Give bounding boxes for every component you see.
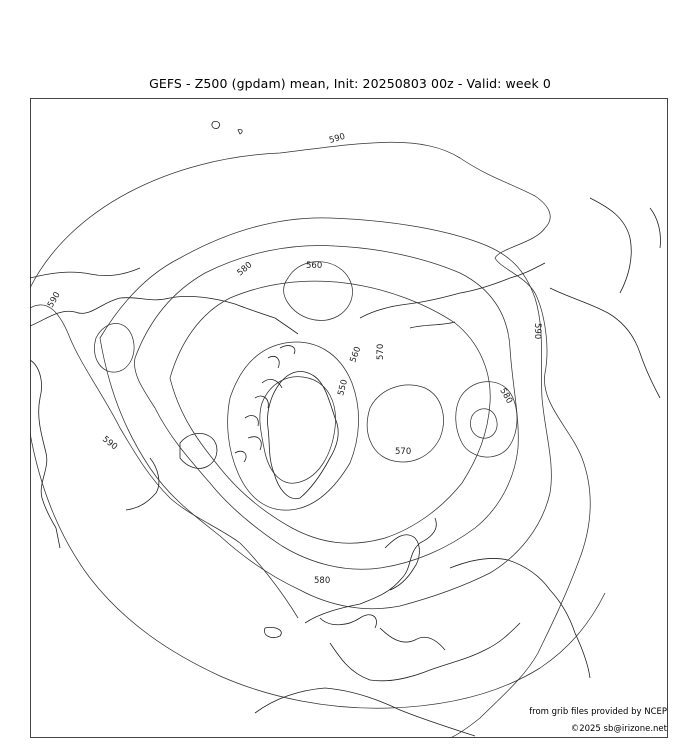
contour-outer-lower bbox=[30, 433, 605, 708]
contour-550-inner bbox=[260, 377, 336, 483]
contour-label-580-bottom: 580 bbox=[314, 576, 331, 586]
coastline-asia bbox=[360, 263, 660, 398]
contour-label-570-center: 570 bbox=[376, 343, 386, 360]
map-title: GEFS - Z500 (gpdam) mean, Init: 20250803 00z - Valid: week 0 bbox=[149, 76, 551, 91]
contour-label-590-left: 590 bbox=[45, 290, 63, 310]
contour-labels bbox=[46, 132, 542, 586]
contour-590-left-closed bbox=[94, 323, 134, 372]
contour-label-550-center: 550 bbox=[336, 378, 351, 397]
coastline-hudson-bay bbox=[126, 433, 217, 510]
contour-label-590-top: 590 bbox=[328, 131, 347, 146]
coastline-scandinavia bbox=[385, 535, 419, 590]
data-source-credit: from grib files provided by NCEP bbox=[529, 707, 667, 717]
contour-label-590-right: 590 bbox=[532, 323, 542, 340]
coastline-mediterranean bbox=[320, 615, 445, 650]
contour-label-560-center: 560 bbox=[348, 345, 364, 365]
contour-580 bbox=[100, 218, 551, 609]
coastline-greenland bbox=[268, 372, 339, 499]
coastline-east-asia bbox=[590, 198, 661, 293]
contour-label-560-top: 560 bbox=[306, 261, 323, 271]
map-panel bbox=[30, 98, 668, 738]
contour-label-590-lower-left: 590 bbox=[100, 434, 120, 453]
contour-label-570-right: 570 bbox=[395, 447, 412, 457]
contour-label-580-right: 580 bbox=[497, 386, 515, 406]
z500-contours bbox=[30, 142, 605, 738]
coastline-middle-east bbox=[450, 558, 590, 678]
contour-580-right-inner bbox=[470, 409, 497, 439]
contour-560 bbox=[170, 281, 490, 543]
coastline-arctic-islands bbox=[235, 346, 295, 462]
copyright-credit: ©2025 sb@irizone.net bbox=[570, 724, 667, 734]
coastline-africa bbox=[255, 688, 475, 736]
map-border bbox=[31, 99, 668, 738]
coastline-north-america bbox=[30, 296, 298, 548]
polar-map bbox=[30, 98, 668, 738]
coastline-alaska bbox=[30, 268, 140, 278]
contour-label-580-upper-left: 580 bbox=[235, 260, 255, 279]
contour-550 bbox=[228, 342, 359, 510]
contour-570 bbox=[134, 245, 518, 569]
contour-590-outer-left bbox=[30, 305, 298, 618]
